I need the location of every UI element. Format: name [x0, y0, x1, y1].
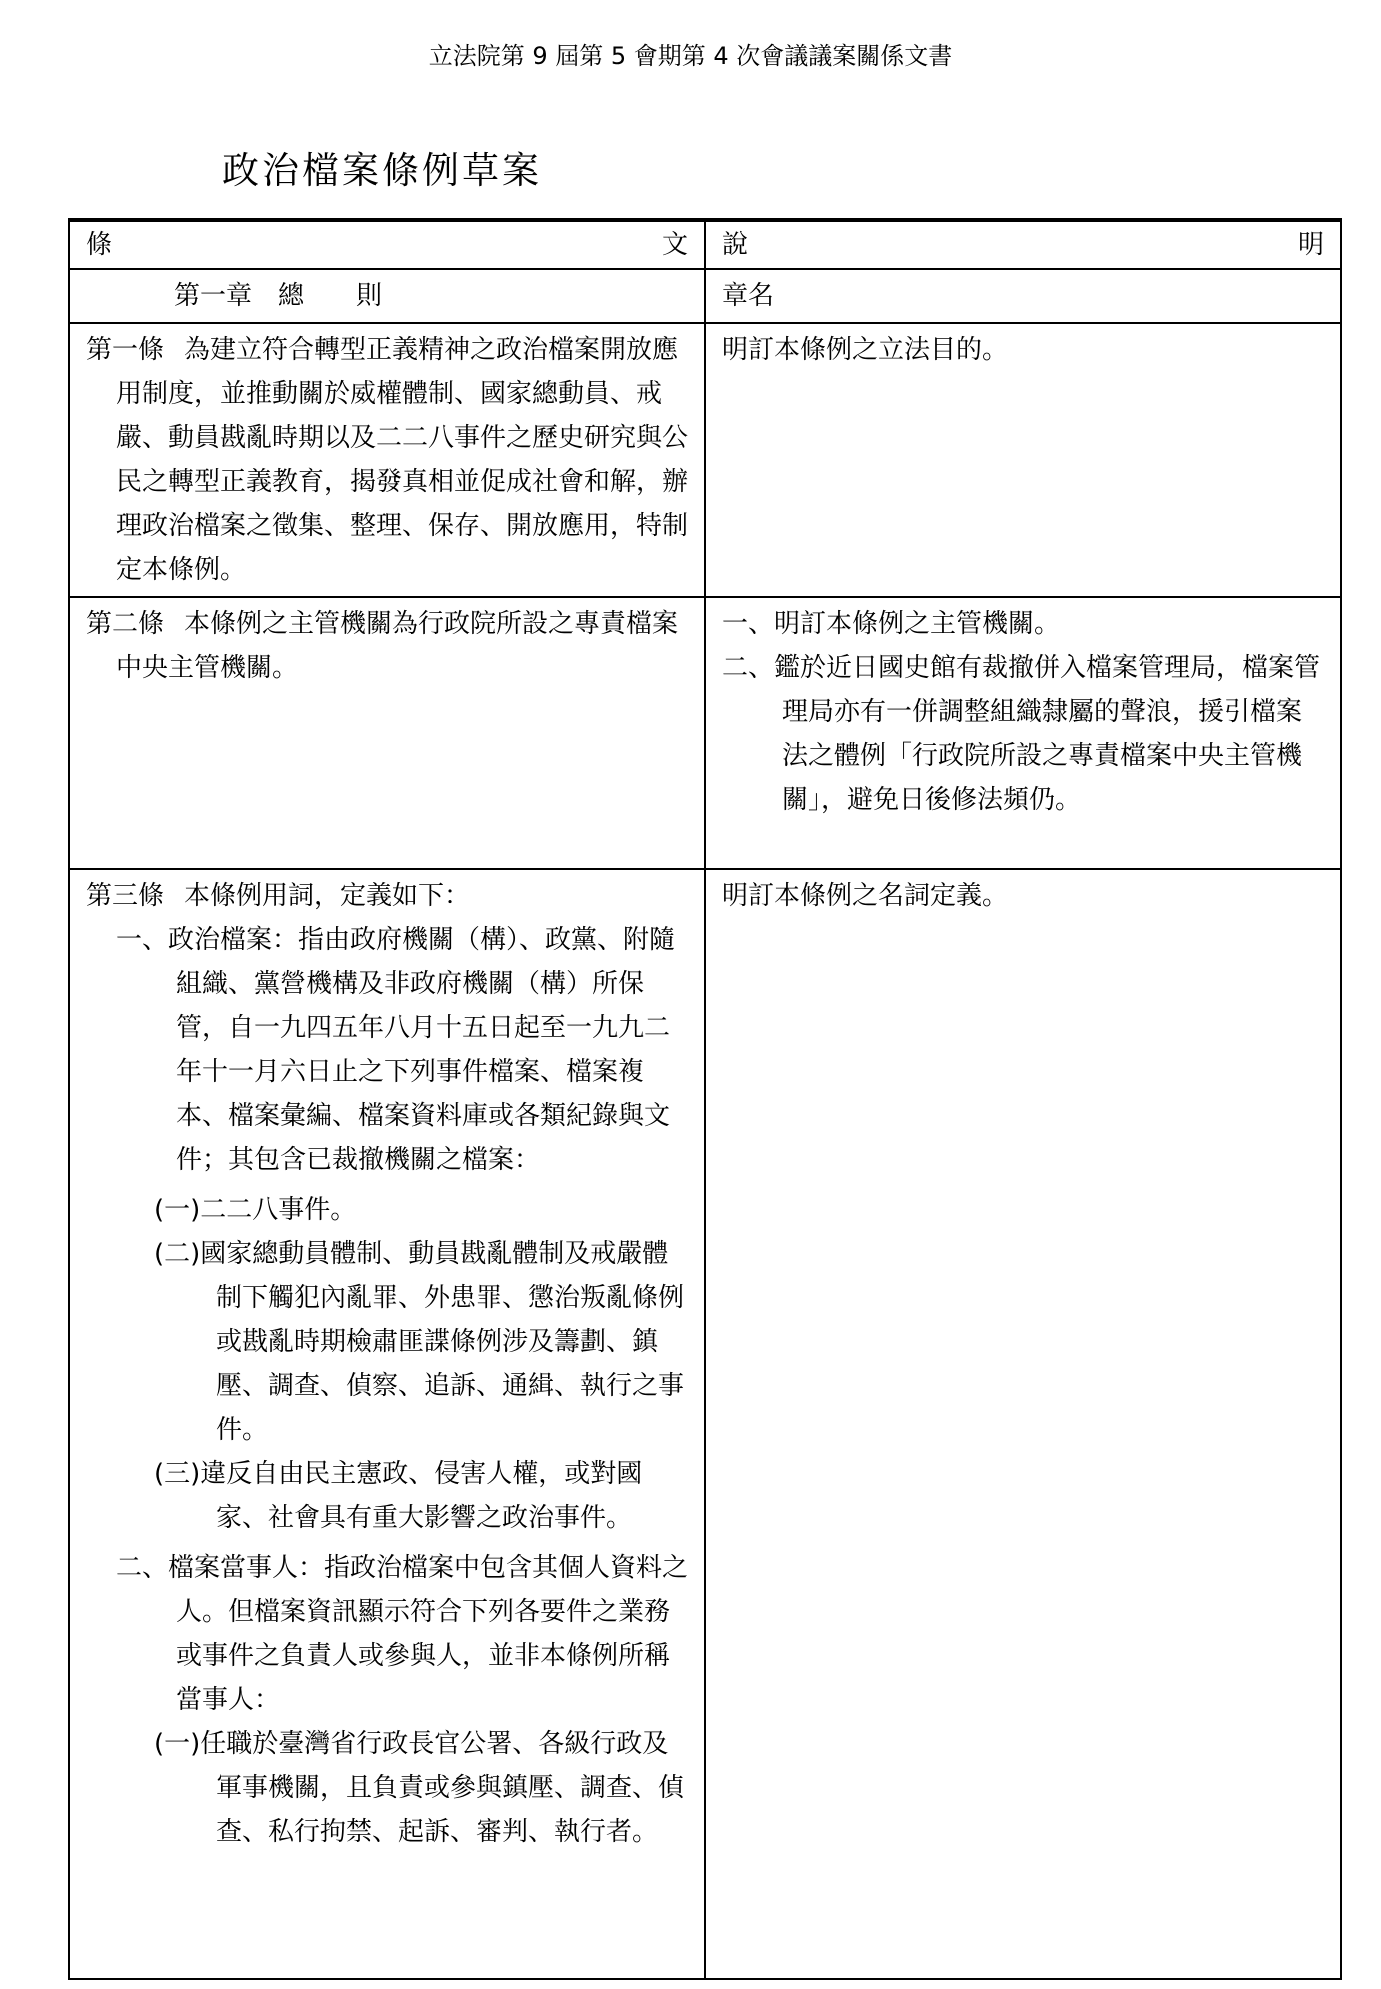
running-header: 立法院第 9 屆第 5 會期第 4 次會議議案關係文書	[428, 42, 953, 70]
article-3-explanation: 明訂本條例之名詞定義。	[722, 881, 1009, 911]
article-1-cell	[69, 323, 705, 597]
table-row	[69, 323, 1341, 597]
article-2-explanation-cell	[705, 597, 1341, 869]
table-row	[69, 597, 1341, 869]
chapter-title-cell	[69, 269, 705, 323]
column-header-article	[69, 220, 705, 269]
article-3-item-1-sub-1: (一)二二八事件。	[154, 1195, 357, 1225]
column-header-explanation-b: 明	[1297, 230, 1324, 260]
chapter-explanation: 章名	[722, 281, 775, 311]
article-3-intro: 本條例用詞，定義如下：	[184, 881, 471, 911]
article-1-body: 為建立符合轉型正義精神之政治檔案開放應用制度，並推動關於威權體制、國家總動員、戒嚴、動員戡亂時期以及二二八事件之歷史研究與公民之轉型正義教育，揭發真相並促成社會和解，辦理政治檔案之徵集、整理、保存、開放應用，特制定本條例。	[116, 335, 689, 585]
document-title: 政治檔案條例草案	[222, 149, 542, 192]
article-3-item-1-sub-2: (二)國家總動員體制、動員戡亂體制及戒嚴體制下觸犯內亂罪、外患罪、懲治叛亂條例或戡亂時期檢肅匪諜條例涉及籌劃、鎮壓、調查、偵察、追訴、通緝、執行之事件。	[154, 1239, 685, 1445]
column-header-article-b: 文	[661, 230, 688, 260]
article-1-number: 第一條	[86, 335, 165, 365]
article-2-explanation-item: 二、鑑於近日國史館有裁撤併入檔案管理局，檔案管理局亦有一併調整組織隸屬的聲浪，援引檔案法之體例「行政院所設之專責檔案中央主管機關」，避免日後修法頻仍。	[722, 653, 1321, 815]
column-header-article-a: 條	[86, 230, 113, 260]
chapter-title: 第一章 總 則	[174, 281, 383, 311]
article-1-text	[86, 328, 688, 592]
table-row	[69, 269, 1341, 323]
article-3-explanation-cell	[705, 869, 1341, 1979]
article-3-item-2-sub-1: (一)任職於臺灣省行政長官公署、各級行政及軍事機關，且負責或參與鎮壓、調查、偵查、私行拘禁、起訴、審判、執行者。	[154, 1729, 685, 1847]
article-2-cell	[69, 597, 705, 869]
article-2-text	[86, 602, 688, 690]
article-1-explanation: 明訂本條例之立法目的。	[722, 335, 1009, 365]
chapter-explanation-cell	[705, 269, 1341, 323]
article-3-number: 第三條	[86, 881, 165, 911]
article-3-item-1-sub-3: (三)違反自由民主憲政、侵害人權，或對國家、社會具有重大影響之政治事件。	[154, 1459, 643, 1533]
article-3-item-2: 二、檔案當事人：指政治檔案中包含其個人資料之人。但檔案資訊顯示符合下列各要件之業務或事件之負責人或參與人，並非本條例所稱當事人：	[116, 1553, 689, 1715]
article-3-cell	[69, 869, 705, 1979]
article-2-explanation-item: 一、明訂本條例之主管機關。	[722, 609, 1061, 639]
column-header-explanation	[705, 220, 1341, 269]
draft-comparison-table	[68, 218, 1342, 1980]
article-3-heading	[86, 874, 688, 918]
article-1-explanation-cell	[705, 323, 1341, 597]
table-header-row	[69, 220, 1341, 269]
article-2-body: 本條例之主管機關為行政院所設之專責檔案中央主管機關。	[116, 609, 679, 683]
article-2-number: 第二條	[86, 609, 165, 639]
column-header-explanation-a: 說	[722, 230, 749, 260]
table-row	[69, 869, 1341, 1979]
article-3-item-1: 一、政治檔案：指由政府機關（構）、政黨、附隨組織、黨營機構及非政府機關（構）所保管，自一九四五年八月十五日起至一九九二年十一月六日止之下列事件檔案、檔案複本、檔案彙編、檔案資料庫或各類紀錄與文件；其包含已裁撤機關之檔案：	[116, 925, 676, 1175]
